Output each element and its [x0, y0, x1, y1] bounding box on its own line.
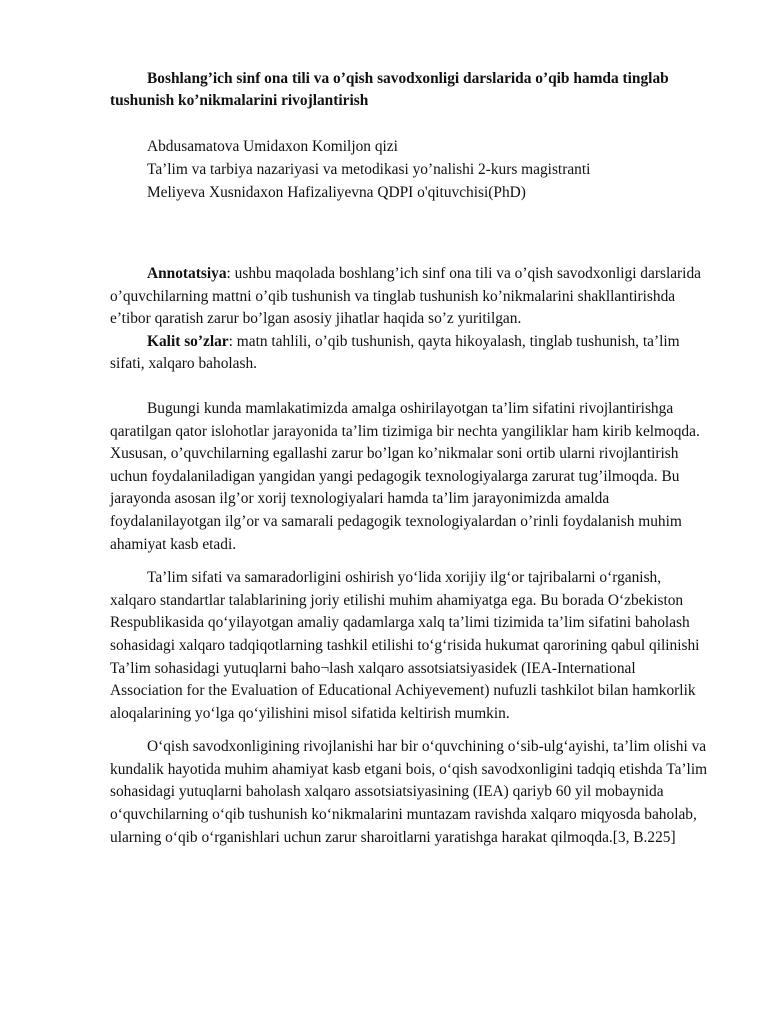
annotation-text: : ushbu maqolada boshlang’ich sinf ona tili va o’qish savodxonligi darslarida o’quvchilarning mattni o’qib tushunish va tinglab tushunish ko’nikmalarini shakllantirishda e’tibor qaratish zarur bo’lgan asosiy jihatlar haqida so’z yuritilgan. [110, 265, 701, 328]
annotation-paragraph [110, 263, 710, 331]
supervisor-name: Meliyeva Xusnidaxon Hafizaliyevna QDPI o'qituvchisi(PhD) [147, 184, 526, 201]
author-position: Ta’lim va tarbiya nazariyasi va metodikasi yo’nalishi 2-kurs magistranti [147, 161, 591, 178]
annotation-label: Annotatsiya [147, 265, 227, 282]
body-paragraph-3: O‘qish savodxonligining rivojlanishi har bir o‘quvchining o‘sib-ulg‘ayishi, ta’lim olishi va kundalik hayotida muhim ahamiyat kasb etgani bois, o‘qish savodxonligini tadqiq etishda Ta’lim sohasidagi yutuqlarni baholash xalqaro assotsiatsiyasining (IEA) qariyb 60 yil mobaynida o‘quvchilarning o‘qib tushunish ko‘nikmalarini muntazam ravishda xalqaro miqyosda baholab, ularning o‘qib o‘rganishlari uchun zarur sharoitlarni yaratishga harakat qilmoqda.[3, B.225] [110, 738, 708, 846]
keywords-paragraph [110, 331, 710, 376]
body-paragraph-2: Ta’lim sifati va samaradorligini oshirish yo‘lida xorijiy ilg‘or tajribalarni o‘rganish, xalqaro standartlar talablarining joriy etilishi muhim ahamiyatga ega. Bu borada O‘zbekiston Respublikasida qo‘yilayotgan amaliy qadamlarga xalq ta’limi tizimida ta’lim sifatini baholash sohasidagi xalqaro tadqiqotlarning tashkil etilishi to‘g‘risida hukumat qarorining qabul qilinishi Ta’lim sohasidagi yutuqlarni baho¬lash xalqaro assotsiatsiyasidek (IEA-International Association for the Evaluation of Educational Achiyevement) nufuzli tashkilot bilan hamkorlik aloqalarining yo‘lga qo‘yilishini misol sifatida keltirish mumkin. [110, 569, 700, 722]
author-name: Abdusamatova Umidaxon Komiljon qizi [147, 138, 398, 155]
keywords-label: Kalit so’zlar [147, 332, 229, 350]
keywords-text: : matn tahlili, o’qib tushunish, qayta hikoyalash, tinglab tushunish, ta’lim sifati, xalqaro baholash. [110, 332, 680, 373]
annotation-block [110, 263, 710, 376]
body-paragraph-1: Bugungi kunda mamlakatimizda amalga oshirilayotgan ta’lim sifatini rivojlantirishga qaratilgan qator islohotlar jarayonida ta’lim tizimiga bir nechta yangiliklar ham kirib kelmoqda. Xususan, o’quvchilarning egallashi zarur bo’lgan ko’nikmalar soni ortib ularni rivojlantirish uchun foydalaniladigan yangidan yangi pedagogik texnologiyalarga zarurat tug’ilmoqda. Bu jarayonda asosan ilg’or xorij texnologiyalari hamda ta’lim jarayonimizda amalda foydalanilayotgan ilg’or va samarali pedagogik texnologiyalardan o’rinli foydalanish muhim ahamiyat kasb etadi. [110, 399, 700, 553]
author-block [110, 135, 710, 204]
article-title: Boshlang’ich sinf ona tili va o’qish savodxonligi darslarida o’qib hamda tinglab tushunish ko’nikmalarini rivojlantirish [110, 70, 669, 109]
article-page [110, 68, 710, 849]
